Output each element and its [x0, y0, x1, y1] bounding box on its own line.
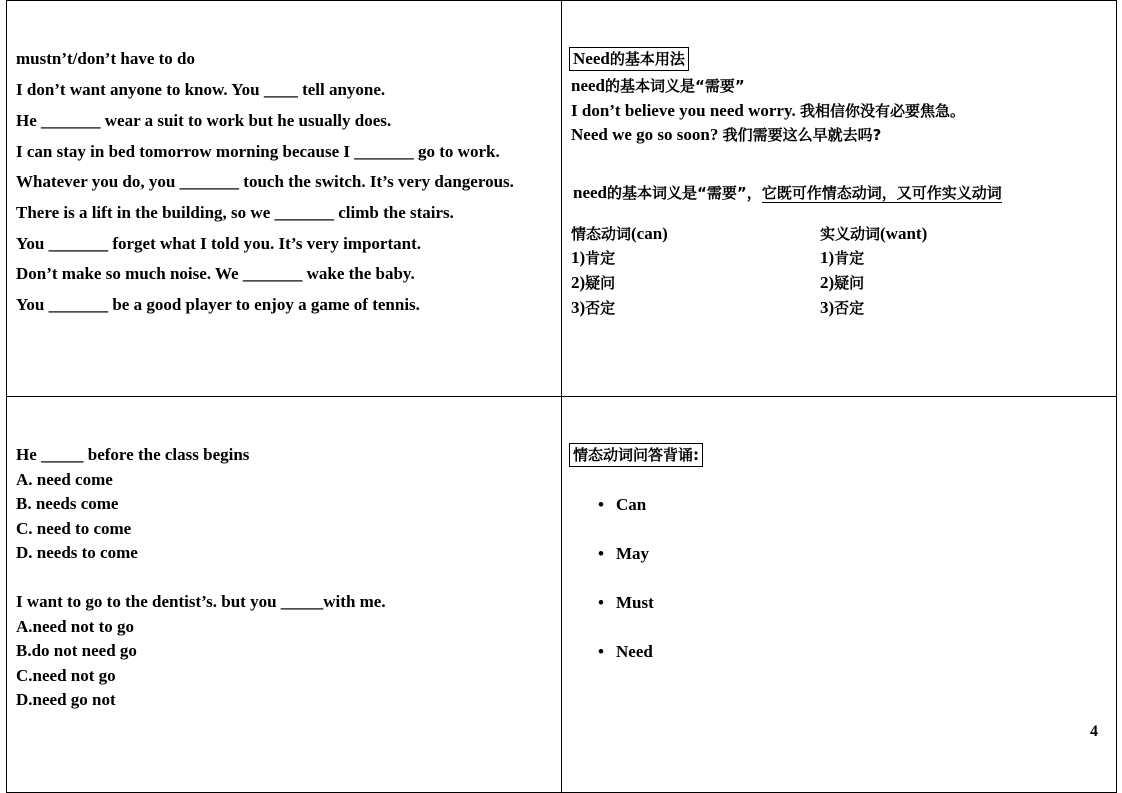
answer-option: C. need to come: [16, 519, 132, 538]
definition-line: need的基本词义是“需要”: [571, 76, 745, 95]
bullet-icon: •: [598, 593, 604, 612]
answer-option: A.need not to go: [16, 617, 135, 636]
example-line: Need we go so soon? 我们需要这么早就去吗?: [571, 125, 882, 144]
exercise-title: mustn’t/don’t have to do: [16, 49, 195, 68]
answer-option: D. needs to come: [16, 543, 138, 562]
column-title-notional: 实义动词(want): [820, 224, 928, 243]
bullet-icon: •: [598, 544, 604, 563]
list-item: 1)肯定: [820, 248, 865, 267]
bullet-item: • Can: [598, 495, 647, 514]
exercise-line: Don’t make so much noise. We _______ wake the baby.: [16, 264, 415, 283]
exercise-line: He _______ wear a suit to work but he usually does.: [16, 111, 392, 130]
panel-recitation: [561, 396, 1117, 793]
panel-modal-exercise: [6, 0, 562, 397]
answer-option: D.need go not: [16, 690, 116, 709]
bullet-item: • Must: [598, 593, 654, 612]
answer-option: C.need not go: [16, 666, 116, 685]
list-item: 2)疑问: [820, 273, 865, 292]
exercise-line: You _______ be a good player to enjoy a game of tennis.: [16, 295, 420, 314]
question-stem: He _____ before the class begins: [16, 445, 250, 464]
example-line: I don’t believe you need worry. 我相信你没有必要焦急。: [571, 101, 966, 120]
panel-multiple-choice: [6, 396, 562, 793]
exercise-line: I don’t want anyone to know. You ____ tell anyone.: [16, 80, 386, 99]
list-item: 1)肯定: [571, 248, 616, 267]
section-heading: Need的基本用法: [569, 47, 689, 71]
page-number: 4: [1090, 723, 1098, 740]
answer-option: B. needs come: [16, 494, 119, 513]
answer-option: A. need come: [16, 470, 113, 489]
bullet-item: • May: [598, 544, 650, 563]
list-item: 3)否定: [820, 298, 865, 317]
list-item: 3)否定: [571, 298, 616, 317]
exercise-line: You _______ forget what I told you. It’s very important.: [16, 234, 421, 253]
bullet-icon: •: [598, 642, 604, 661]
exercise-line: Whatever you do, you _______ touch the switch. It’s very dangerous.: [16, 172, 514, 191]
answer-option: B.do not need go: [16, 641, 137, 660]
note-line: need的基本词义是“需要”，它既可作情态动词，又可作实义动词: [573, 183, 1002, 202]
section-heading: 情态动词问答背诵:: [569, 443, 703, 467]
exercise-line: I can stay in bed tomorrow morning because I _______ go to work.: [16, 142, 500, 161]
column-title-modal: 情态动词(can): [571, 224, 668, 243]
question-stem: I want to go to the dentist’s. but you _____with me.: [16, 592, 386, 611]
list-item: 2)疑问: [571, 273, 616, 292]
exercise-line: There is a lift in the building, so we _______ climb the stairs.: [16, 203, 454, 222]
bullet-icon: •: [598, 495, 604, 514]
page-grid: [6, 0, 1117, 793]
panel-need-usage: [561, 0, 1117, 397]
bullet-item: • Need: [598, 642, 653, 661]
